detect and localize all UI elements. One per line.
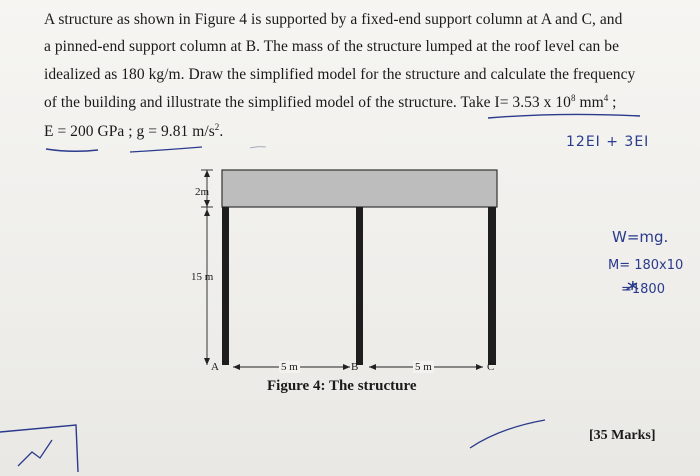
pen-check-mark <box>18 440 52 466</box>
roof-slab <box>222 170 497 207</box>
line-4-end: ; <box>608 94 617 111</box>
arrowhead-height-bottom <box>204 358 210 365</box>
span-label-left: 5 m <box>281 361 298 373</box>
arrowhead-height-top <box>204 209 210 216</box>
pen-stroke-bottom <box>470 420 545 448</box>
question-line-1: A structure as shown in Figure 4 is supported by a fixed-end support column at A and C, and <box>44 11 623 28</box>
support-label-c: C <box>487 361 495 373</box>
column-c <box>488 207 496 365</box>
column-b <box>356 207 363 365</box>
question-line-5-text: E = 200 GPa ; g = 9.81 m/s <box>44 123 215 140</box>
arrowhead-roof-bottom <box>204 200 210 207</box>
handwritten-stiffness: 12EI + 3EI <box>566 134 650 150</box>
question-line-4-text: of the building and illustrate the simplified model of the structure. Take I= 3.53 x 10 <box>44 94 571 111</box>
marks-label: [35 Marks] <box>589 428 656 443</box>
dimension-label-roof: 2m <box>195 186 210 198</box>
support-label-a: A <box>211 361 219 373</box>
exponent-4: 4 <box>603 93 609 103</box>
support-label-b: B <box>351 361 359 373</box>
exponent-2: 2 <box>214 122 220 132</box>
arrowhead-roof-top <box>204 170 210 177</box>
handwritten-mass: M= 180x10 <box>608 258 684 273</box>
arrowhead-span-left-end <box>343 364 350 370</box>
pen-box-corner <box>0 425 78 472</box>
dimension-label-height: 15 m <box>191 271 214 283</box>
faint-mark <box>250 147 266 148</box>
arrowhead-span-right-end <box>476 364 483 370</box>
handwritten-weight: W=mg. <box>612 228 669 246</box>
column-a <box>222 207 229 365</box>
arrowhead-span-left-start <box>233 364 240 370</box>
question-line-2: a pinned-end support column at B. The mass of the structure lumped at the roof level can be <box>44 38 620 55</box>
exponent-8: 8 <box>570 93 576 103</box>
arrowhead-span-right-start <box>369 364 376 370</box>
span-label-right: 5 m <box>415 361 432 373</box>
pen-underline-3 <box>130 147 202 152</box>
figure-caption: Figure 4: The structure <box>267 378 417 394</box>
pen-underline-1 <box>488 114 640 118</box>
unit-mm: mm <box>575 94 604 111</box>
handwritten-mass-result: =1800 <box>621 282 665 297</box>
line-5-end: . <box>219 123 224 140</box>
question-line-3: idealized as 180 kg/m. Draw the simplified model for the structure and calculate the frequency <box>44 66 636 83</box>
pen-underline-2 <box>46 149 98 151</box>
